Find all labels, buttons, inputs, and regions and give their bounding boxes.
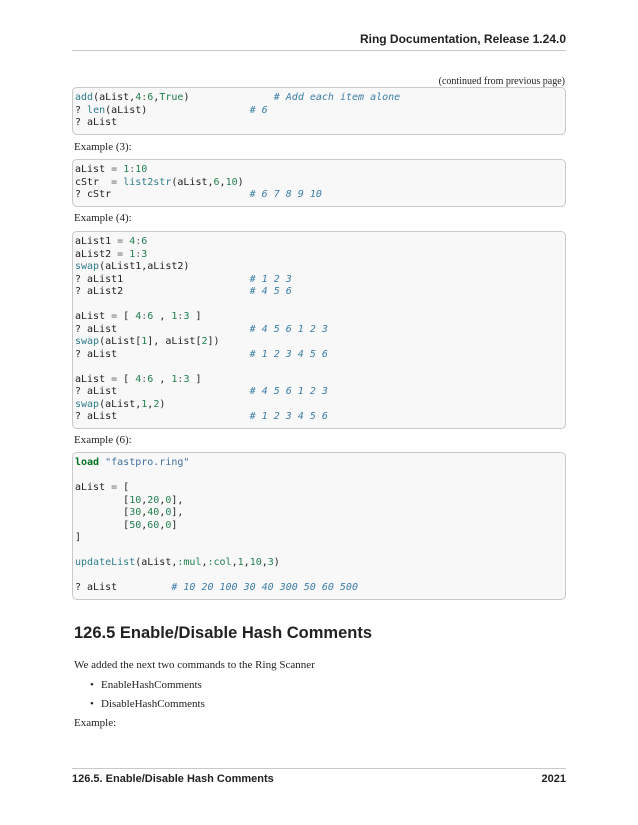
code-token: ],	[171, 507, 184, 518]
code-token: updateList	[75, 557, 136, 568]
code-token: ,	[201, 557, 208, 568]
code-token: 6	[147, 373, 154, 385]
code-token: 3	[267, 557, 274, 568]
code-token: :col	[207, 557, 232, 568]
code-block-example-3	[72, 159, 566, 207]
code-line	[75, 495, 565, 508]
page-header	[72, 32, 566, 51]
code-token: 6	[147, 311, 154, 322]
code-token: :mul	[177, 557, 202, 568]
code-token: ,	[147, 398, 154, 410]
code-token: )	[237, 176, 244, 188]
code-token: =	[117, 248, 124, 260]
code-token: ? aList	[75, 411, 250, 422]
code-line	[75, 361, 565, 374]
code-token: ]	[189, 373, 202, 385]
code-token: [	[75, 519, 130, 531]
code-token: ,	[141, 519, 148, 531]
code-token: # 1 2 3 4 5 6	[249, 411, 328, 422]
code-line	[75, 92, 565, 105]
code-line	[75, 311, 565, 324]
code-line	[75, 274, 565, 287]
code-token: [	[75, 494, 130, 506]
code-token: :	[141, 373, 148, 385]
bullet-text: DisableHashComments	[101, 698, 205, 710]
code-token: 1	[171, 373, 178, 385]
code-block-example-4	[72, 231, 566, 429]
section-intro: We added the next two commands to the Ring Scanner	[74, 659, 315, 671]
code-token: 2	[153, 398, 160, 410]
code-token: [	[75, 507, 130, 518]
code-line	[75, 177, 565, 190]
bullet-text: EnableHashComments	[101, 679, 202, 691]
code-token: ,	[141, 507, 148, 518]
code-token: 0	[165, 507, 172, 518]
code-token: 6	[141, 236, 148, 247]
code-token: 50	[129, 519, 142, 531]
example-6-label: Example (6):	[74, 434, 132, 446]
code-token: 1	[141, 336, 148, 347]
code-line	[75, 457, 565, 470]
section-heading: 126.5 Enable/Disable Hash Comments	[74, 624, 373, 642]
code-token: aList	[75, 482, 112, 493]
code-line	[75, 520, 565, 533]
code-token: swap	[75, 398, 100, 410]
code-token: (aList1,aList2)	[99, 261, 190, 272]
code-token: 10	[225, 176, 238, 188]
code-token: list2str	[123, 176, 172, 188]
code-token: :	[141, 92, 148, 103]
code-token: ? aList	[75, 386, 250, 397]
code-token: ], aList[	[147, 336, 202, 347]
code-token: swap	[75, 336, 100, 347]
code-token: [	[117, 482, 130, 493]
code-token: load	[75, 457, 100, 468]
code-token: =	[111, 176, 118, 188]
code-token: 1	[141, 398, 148, 410]
code-token: )	[273, 557, 280, 568]
code-token: swap	[75, 261, 100, 272]
code-token: ,	[153, 92, 160, 103]
code-token: 10	[135, 164, 148, 175]
code-line	[75, 164, 565, 177]
bullet-dot: •	[90, 679, 94, 691]
code-token: [	[117, 311, 136, 322]
code-token: # 6	[249, 104, 268, 116]
code-token: [	[117, 373, 136, 385]
code-token: 2	[201, 336, 208, 347]
code-token: # 4 5 6 1 2 3	[249, 323, 328, 335]
code-token: cStr	[75, 176, 112, 188]
code-token: ,	[219, 176, 226, 188]
page-footer	[72, 768, 566, 785]
example-label: Example:	[74, 717, 117, 729]
code-token: ? aList	[75, 348, 250, 360]
code-block-1	[72, 87, 566, 135]
code-token: aList1	[75, 236, 118, 247]
code-token: )	[183, 92, 274, 103]
code-token: :	[135, 236, 142, 247]
code-token: ,	[153, 311, 172, 322]
code-token: 30	[129, 507, 142, 518]
page-number: 2021	[541, 773, 566, 785]
code-line	[75, 249, 565, 262]
code-token: 10	[249, 557, 262, 568]
code-line	[75, 386, 565, 399]
code-token: ? cStr	[75, 189, 250, 200]
code-token: 0	[165, 494, 172, 506]
code-line	[75, 299, 565, 312]
code-token: (aList[	[99, 336, 142, 347]
code-token: # 4 5 6 1 2 3	[249, 386, 328, 397]
code-token: # Add each item alone	[273, 92, 401, 103]
code-line	[75, 532, 565, 545]
code-token: 4	[135, 373, 142, 385]
code-token: (aList,	[171, 176, 214, 188]
code-token: 1	[171, 311, 178, 322]
code-token: aList	[75, 373, 112, 385]
code-line	[75, 545, 565, 558]
code-token: ,	[159, 494, 166, 506]
code-line	[75, 507, 565, 520]
code-token: :	[177, 311, 184, 322]
code-token: ,	[243, 557, 250, 568]
code-token: :	[135, 248, 142, 260]
code-token: "fastpro.ring"	[105, 457, 190, 468]
code-line	[75, 349, 565, 362]
code-token: # 4 5 6	[249, 286, 292, 297]
code-token: 60	[147, 519, 160, 531]
code-token: ,	[159, 519, 166, 531]
code-token: ]	[189, 311, 202, 322]
code-token: 0	[165, 519, 172, 531]
code-token: 40	[147, 507, 160, 518]
code-token: len	[87, 104, 106, 116]
code-token: )	[159, 398, 166, 410]
code-token: 4	[135, 92, 142, 103]
bullet-item	[90, 698, 205, 710]
code-token: =	[117, 236, 124, 247]
code-line	[75, 411, 565, 424]
code-line	[75, 482, 565, 495]
code-token: 20	[147, 494, 160, 506]
code-line	[75, 399, 565, 412]
code-token: ,	[159, 507, 166, 518]
code-token: aList	[75, 311, 112, 322]
code-line	[75, 324, 565, 337]
code-line	[75, 236, 565, 249]
code-token: =	[111, 311, 118, 322]
code-token: True	[159, 92, 184, 103]
code-token: (aList)	[105, 104, 250, 116]
code-line	[75, 336, 565, 349]
code-token: # 6 7 8 9 10	[249, 189, 322, 200]
code-token: 1	[129, 248, 136, 260]
bullet-item	[90, 679, 202, 691]
code-token: 4	[135, 311, 142, 322]
code-token: ,	[231, 557, 238, 568]
bullet-dot: •	[90, 698, 94, 710]
code-token: ]	[75, 532, 82, 543]
code-token: ])	[207, 336, 220, 347]
code-token: 3	[183, 373, 190, 385]
code-token: ? aList	[75, 323, 250, 335]
example-4-label: Example (4):	[74, 212, 132, 224]
code-token: :	[141, 311, 148, 322]
code-token: 6	[147, 92, 154, 103]
code-token: ],	[171, 494, 184, 506]
code-token: # 10 20 100 30 40 300 50 60 500	[171, 582, 358, 593]
code-token: ,	[153, 373, 172, 385]
code-line	[75, 286, 565, 299]
code-token: (aList,	[99, 398, 142, 410]
code-token: 3	[141, 248, 148, 260]
code-line	[75, 557, 565, 570]
code-token: ?	[75, 104, 88, 116]
code-line	[75, 582, 565, 595]
continued-note: (continued from previous page)	[438, 76, 565, 87]
code-line	[75, 470, 565, 483]
code-token: ? aList2	[75, 286, 250, 297]
code-line	[75, 570, 565, 583]
code-token: :	[129, 164, 136, 175]
code-token: ,	[261, 557, 268, 568]
code-token: 3	[183, 311, 190, 322]
code-token: # 1 2 3 4 5 6	[249, 348, 328, 360]
code-line	[75, 117, 565, 130]
code-line	[75, 189, 565, 202]
code-token: 6	[213, 176, 220, 188]
code-token: aList2	[75, 248, 118, 260]
code-token: =	[111, 482, 118, 493]
code-token: aList	[75, 164, 112, 175]
header-title: Ring Documentation, Release 1.24.0	[359, 32, 566, 46]
code-token: ]	[171, 519, 178, 531]
code-token: ? aList	[75, 117, 118, 128]
code-block-example-6	[72, 452, 566, 600]
code-token: 1	[123, 164, 130, 175]
example-3-label: Example (3):	[74, 141, 132, 153]
code-token: add	[75, 92, 94, 103]
code-line	[75, 374, 565, 387]
code-token: (aList,	[93, 92, 136, 103]
code-token: ? aList1	[75, 273, 250, 285]
code-token: (aList,	[135, 557, 178, 568]
code-token: =	[111, 373, 118, 385]
code-token: 4	[129, 236, 136, 247]
code-token: ? aList	[75, 582, 172, 593]
code-line	[75, 261, 565, 274]
code-token: =	[111, 164, 118, 175]
footer-section: 126.5. Enable/Disable Hash Comments	[72, 773, 274, 785]
code-line	[75, 105, 565, 118]
code-token: 1	[237, 557, 244, 568]
code-token: :	[177, 373, 184, 385]
code-token: 10	[129, 494, 142, 506]
code-token: # 1 2 3	[249, 273, 292, 285]
code-token: ,	[141, 494, 148, 506]
